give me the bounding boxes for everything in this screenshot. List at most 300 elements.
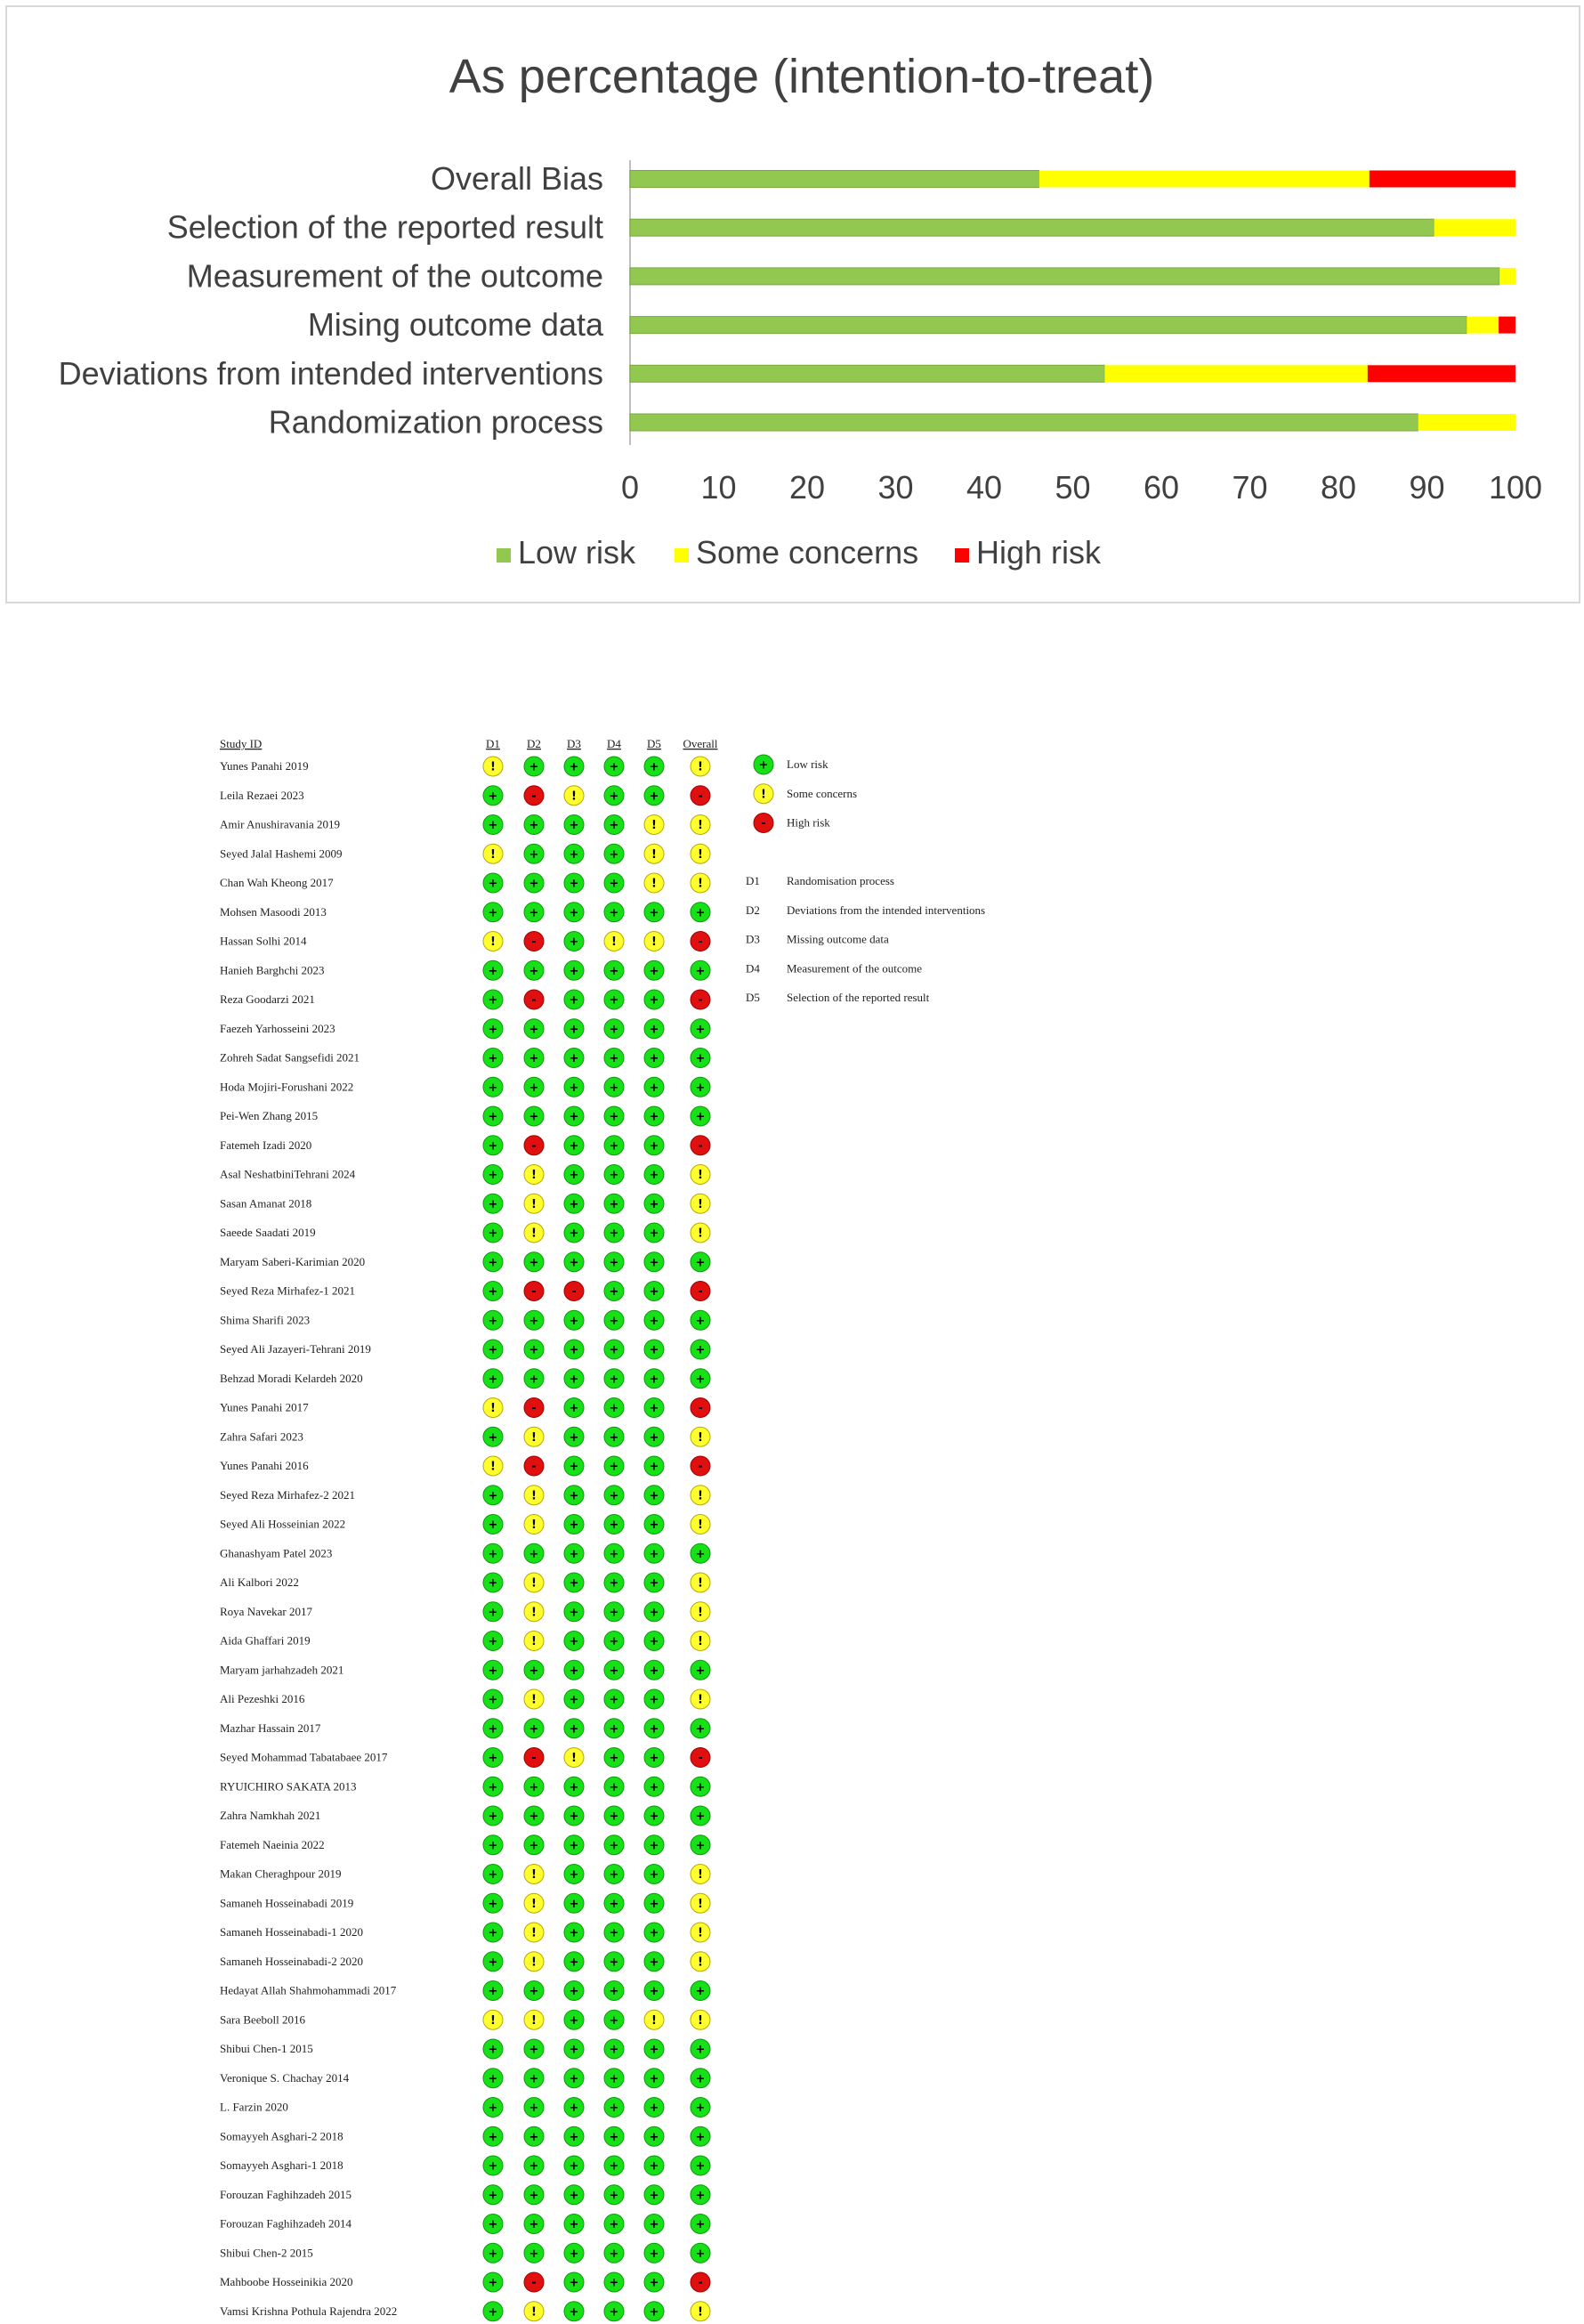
judgement-symbol: + [529, 1110, 539, 1124]
study-label: Chan Wah Kheong 2017 [220, 876, 334, 889]
judgement-symbol: ! [698, 1693, 703, 1707]
study-label: Saeede Saadati 2019 [220, 1226, 316, 1239]
x-tick-label: 80 [1320, 469, 1357, 506]
study-label: Pei-Wen Zhang 2015 [220, 1109, 319, 1122]
judgement-symbol: + [488, 1985, 498, 1998]
judgement-symbol: ! [698, 1635, 703, 1648]
judgement-symbol: + [569, 1956, 579, 1970]
judgement-symbol: + [569, 2013, 579, 2028]
judgement-symbol: - [698, 790, 703, 804]
judgement-symbol: + [609, 1285, 619, 1299]
study-label: Sara Beeboll 2016 [220, 2012, 306, 2027]
category-label: Deviations from intended interventions [58, 354, 603, 392]
judgement-symbol: + [609, 1227, 619, 1241]
judgement-symbol: + [609, 1693, 619, 1707]
judgement-symbol: ! [531, 1693, 537, 1707]
judgement-symbol: + [529, 1780, 539, 1794]
judgement-symbol: + [609, 1926, 619, 1940]
bar-segment-some-concerns [1467, 317, 1499, 334]
judgement-symbol: + [609, 1023, 619, 1037]
judgement-symbol: + [649, 1810, 659, 1824]
judgement-symbol: + [569, 1430, 579, 1445]
judgement-symbol: + [695, 1839, 706, 1853]
judgement-symbol: ! [698, 1926, 703, 1940]
judgement-symbol: + [649, 964, 659, 978]
judgement-symbol: ! [698, 877, 703, 891]
judgement-symbol: + [649, 2043, 659, 2057]
judgement-symbol: ! [531, 1576, 537, 1591]
judgement-symbol: + [529, 1664, 539, 1678]
judgement-symbol: + [649, 1897, 659, 1911]
x-tick-label: 90 [1409, 469, 1445, 506]
judgement-symbol: ! [490, 760, 496, 774]
judgement-symbol: + [569, 2101, 579, 2115]
judgement-symbol: + [609, 2159, 619, 2174]
judgement-symbol: + [569, 1227, 579, 1241]
x-tick-label: 50 [1055, 469, 1091, 506]
judgement-symbol: + [649, 2305, 659, 2320]
study-label: Hanieh Barghchi 2023 [220, 963, 325, 977]
judgement-symbol: + [609, 1489, 619, 1503]
judgement-symbol: - [531, 1285, 537, 1299]
judgement-symbol: + [529, 1810, 539, 1824]
study-label: Somayyeh Asghari-1 2018 [220, 2158, 343, 2172]
judgement-symbol: + [529, 2159, 539, 2174]
judgement-symbol: + [649, 2072, 659, 2086]
legend-swatch [955, 548, 969, 563]
judgement-symbol: + [569, 819, 579, 832]
judgement-symbol: + [529, 1547, 539, 1561]
domain-description: Selection of the reported result [787, 991, 930, 1004]
bar-chart-svg [7, 7, 1579, 602]
judgement-symbol: + [609, 760, 619, 774]
judgement-symbol: + [695, 1314, 706, 1328]
judgement-symbol: + [569, 1402, 579, 1415]
judgement-symbol: - [531, 993, 537, 1008]
study-label: Ghanashyam Patel 2023 [220, 1546, 333, 1560]
judgement-symbol: + [569, 1780, 579, 1794]
domain-description: Measurement of the outcome [787, 961, 922, 976]
judgement-symbol: + [569, 964, 579, 978]
study-label: Maryam jarhahzadeh 2021 [220, 1663, 344, 1677]
study-label: Samaneh Hosseinabadi-2 2020 [220, 1954, 364, 1968]
judgement-symbol: ! [698, 1897, 703, 1911]
x-tick-label: 70 [1232, 469, 1268, 506]
judgement-symbol: + [609, 1518, 619, 1532]
judgement-symbol: + [529, 1839, 539, 1853]
judgement-symbol: + [695, 964, 706, 978]
judgement-symbol: + [488, 1081, 498, 1095]
judgement-symbol: + [649, 2247, 659, 2261]
judgement-symbol: + [609, 1314, 619, 1328]
domain-description: Randomisation process [787, 874, 894, 887]
judgement-symbol: + [609, 790, 619, 804]
legend-symbol: ! [761, 788, 766, 802]
study-label: Shima Sharifi 2023 [220, 1313, 311, 1327]
judgement-symbol: ! [531, 1606, 537, 1620]
judgement-symbol: ! [531, 1926, 537, 1940]
study-label: Yunes Panahi 2016 [220, 1459, 309, 1472]
judgement-symbol: + [569, 1839, 579, 1853]
judgement-symbol: + [609, 1402, 619, 1415]
study-label: Aida Ghaffari 2019 [220, 1633, 311, 1648]
judgement-symbol: ! [531, 1897, 537, 1911]
judgement-symbol: + [695, 2043, 706, 2057]
judgement-symbol: + [649, 1752, 659, 1765]
judgement-symbol: + [609, 1081, 619, 1095]
judgement-symbol: + [488, 1956, 498, 1970]
judgement-symbol: + [695, 2247, 706, 2261]
judgement-symbol: + [609, 1606, 619, 1620]
judgement-symbol: + [569, 2043, 579, 2057]
judgement-symbol: + [488, 1227, 498, 1241]
judgement-symbol: + [529, 2247, 539, 2261]
study-label: Leila Rezaei 2023 [220, 788, 304, 802]
judgement-symbol: ! [611, 935, 617, 949]
judgement-symbol: ! [531, 1227, 537, 1241]
judgement-symbol: + [569, 2276, 579, 2290]
judgement-symbol: + [529, 964, 539, 978]
judgement-symbol: + [609, 877, 619, 891]
judgement-symbol: + [649, 2130, 659, 2144]
traffic-light-svg [0, 712, 1584, 2324]
judgement-symbol: ! [571, 790, 577, 804]
judgement-symbol: + [609, 1868, 619, 1882]
judgement-symbol: ! [490, 1460, 496, 1474]
judgement-symbol: + [529, 1081, 539, 1095]
study-label: Shibui Chen-1 2015 [220, 2042, 313, 2055]
judgement-symbol: + [488, 1576, 498, 1591]
x-tick-label: 60 [1143, 469, 1180, 506]
study-label: Seyed Ali Jazayeri-Tehrani 2019 [220, 1342, 371, 1356]
judgement-symbol: + [488, 1752, 498, 1765]
judgement-symbol: ! [698, 1227, 703, 1241]
judgement-symbol: + [609, 1576, 619, 1591]
judgement-symbol: + [609, 2013, 619, 2028]
judgement-symbol: + [569, 1868, 579, 1882]
judgement-symbol: - [698, 1460, 703, 1474]
judgement-symbol: + [649, 1576, 659, 1591]
study-label: Faezeh Yarhosseini 2023 [220, 1021, 335, 1035]
judgement-symbol: + [569, 1139, 579, 1154]
judgement-symbol: + [569, 2189, 579, 2203]
judgement-symbol: + [609, 1722, 619, 1737]
study-label: Fatemeh Naeinia 2022 [220, 1837, 325, 1851]
judgement-symbol: + [488, 993, 498, 1008]
judgement-symbol: ! [698, 2305, 703, 2320]
judgement-symbol: + [695, 1810, 706, 1824]
judgement-symbol: + [649, 1285, 659, 1299]
bar-chart-panel [5, 5, 1580, 603]
judgement-symbol: + [529, 1314, 539, 1328]
judgement-symbol: ! [531, 1956, 537, 1970]
judgement-symbol: + [695, 1985, 706, 1998]
judgement-symbol: - [698, 1139, 703, 1154]
judgement-symbol: + [569, 1256, 579, 1270]
bar-segment-low-risk [630, 171, 1039, 188]
judgement-symbol: + [488, 1635, 498, 1648]
judgement-symbol: + [569, 2218, 579, 2231]
judgement-symbol: + [488, 1110, 498, 1124]
judgement-symbol: + [529, 2101, 539, 2115]
study-label: Zahra Namkhah 2021 [220, 1809, 321, 1822]
judgement-symbol: + [569, 935, 579, 949]
judgement-symbol: + [609, 2189, 619, 2203]
bar-segment-some-concerns [1499, 268, 1515, 285]
judgement-symbol: + [569, 1693, 579, 1707]
judgement-symbol: + [569, 1810, 579, 1824]
judgement-symbol: ! [651, 847, 657, 862]
judgement-symbol: ! [698, 1956, 703, 1970]
study-label: Maryam Saberi-Karimian 2020 [220, 1254, 366, 1268]
judgement-symbol: ! [698, 1197, 703, 1211]
judgement-symbol: + [529, 1256, 539, 1270]
judgement-symbol: + [529, 819, 539, 832]
judgement-symbol: ! [531, 2013, 537, 2028]
judgement-symbol: + [569, 1373, 579, 1387]
judgement-symbol: + [569, 760, 579, 774]
judgement-symbol: + [529, 1343, 539, 1357]
bar-segment-high-risk [1499, 317, 1515, 334]
judgement-symbol: ! [531, 1518, 537, 1532]
study-label: Veronique S. Chachay 2014 [220, 2070, 350, 2085]
judgement-symbol: ! [698, 847, 703, 862]
study-label: L. Farzin 2020 [220, 2100, 288, 2114]
judgement-symbol: + [569, 1635, 579, 1648]
judgement-symbol: + [488, 906, 498, 920]
study-label: Samaneh Hosseinabadi 2019 [220, 1896, 354, 1910]
judgement-symbol: - [698, 2276, 703, 2290]
bar-segment-high-risk [1370, 171, 1515, 188]
study-label: Samaneh Hosseinabadi-1 2020 [220, 1925, 364, 1939]
judgement-symbol: ! [531, 1197, 537, 1211]
judgement-symbol: + [529, 2189, 539, 2203]
judgement-symbol: + [529, 1373, 539, 1387]
judgement-symbol: + [488, 2159, 498, 2174]
judgement-symbol: + [649, 1256, 659, 1270]
bar-segment-some-concerns [1104, 365, 1368, 382]
judgement-symbol: + [488, 1052, 498, 1065]
domain-header: D1 [486, 737, 500, 750]
judgement-symbol: + [609, 1780, 619, 1794]
judgement-symbol: + [609, 1052, 619, 1065]
x-tick-label: 0 [620, 469, 640, 506]
judgement-symbol: - [531, 1402, 537, 1415]
judgement-symbol: ! [490, 847, 496, 862]
study-label: Seyed Reza Mirhafez-2 2021 [220, 1487, 355, 1502]
judgement-symbol: + [649, 2276, 659, 2290]
chart-title: As percentage (intention-to-treat) [449, 50, 1155, 103]
judgement-symbol: + [569, 1460, 579, 1474]
domain-header: D2 [527, 737, 541, 750]
judgement-symbol: + [529, 2043, 539, 2057]
judgement-symbol: ! [531, 1489, 537, 1503]
judgement-symbol: + [695, 1343, 706, 1357]
judgement-symbol: - [531, 935, 537, 949]
judgement-symbol: + [569, 1547, 579, 1561]
judgement-symbol: + [609, 847, 619, 862]
judgement-symbol: + [569, 1489, 579, 1503]
judgement-symbol: + [649, 906, 659, 920]
judgement-symbol: - [571, 1285, 577, 1299]
judgement-symbol: + [649, 1227, 659, 1241]
judgement-symbol: + [569, 1081, 579, 1095]
judgement-symbol: + [569, 1897, 579, 1911]
legend-label: Some concerns [696, 534, 919, 571]
judgement-symbol: + [529, 2218, 539, 2231]
judgement-symbol: - [531, 1139, 537, 1154]
legend-label: High risk [787, 815, 830, 830]
judgement-symbol: + [695, 1373, 706, 1387]
judgement-symbol: + [488, 1169, 498, 1182]
judgement-symbol: + [695, 1081, 706, 1095]
judgement-symbol: + [569, 1110, 579, 1124]
judgement-symbol: + [649, 1081, 659, 1095]
judgement-symbol: + [649, 1868, 659, 1882]
judgement-symbol: + [488, 1606, 498, 1620]
judgement-symbol: + [569, 906, 579, 920]
judgement-symbol: + [609, 1343, 619, 1357]
judgement-symbol: + [695, 2218, 706, 2231]
judgement-symbol: + [609, 1139, 619, 1154]
judgement-symbol: + [488, 2218, 498, 2231]
judgement-symbol: + [609, 906, 619, 920]
judgement-symbol: + [488, 877, 498, 891]
study-label: Reza Goodarzi 2021 [220, 992, 315, 1006]
study-label: Asal NeshatbiniTehrani 2024 [220, 1167, 356, 1181]
judgement-symbol: ! [698, 1518, 703, 1532]
judgement-symbol: + [649, 1839, 659, 1853]
judgement-symbol: ! [651, 2013, 657, 2028]
judgement-symbol: + [488, 2072, 498, 2086]
judgement-symbol: ! [651, 935, 657, 949]
bar-segment-some-concerns [1418, 414, 1515, 431]
judgement-symbol: + [649, 1343, 659, 1357]
judgement-symbol: + [609, 1256, 619, 1270]
domain-description: Deviations from the intended interventions [787, 903, 986, 917]
judgement-symbol: + [695, 1110, 706, 1124]
judgement-symbol: - [531, 2276, 537, 2290]
judgement-symbol: ! [698, 1868, 703, 1882]
judgement-symbol: + [488, 2101, 498, 2115]
bar-segment-some-concerns [1039, 171, 1370, 188]
judgement-symbol: + [609, 2130, 619, 2144]
study-label: Sasan Amanat 2018 [220, 1196, 312, 1211]
judgement-symbol: + [529, 1985, 539, 1998]
domain-code: D5 [746, 991, 760, 1004]
judgement-symbol: + [569, 1985, 579, 1998]
judgement-symbol: + [649, 2218, 659, 2231]
judgement-symbol: + [695, 2101, 706, 2115]
judgement-symbol: + [695, 1722, 706, 1737]
judgement-symbol: + [609, 1752, 619, 1765]
domain-code: D2 [746, 903, 760, 917]
study-label: RYUICHIRO SAKATA 2013 [220, 1779, 357, 1794]
judgement-symbol: + [488, 1197, 498, 1211]
judgement-symbol: + [569, 847, 579, 862]
judgement-symbol: + [488, 1868, 498, 1882]
judgement-symbol: + [488, 1897, 498, 1911]
judgement-symbol: + [488, 2130, 498, 2144]
category-label: Mising outcome data [307, 306, 603, 344]
judgement-symbol: + [488, 819, 498, 832]
judgement-symbol: + [609, 819, 619, 832]
judgement-symbol: + [609, 1664, 619, 1678]
judgement-symbol: + [609, 2305, 619, 2320]
judgement-symbol: ! [698, 1489, 703, 1503]
study-label: Vamsi Krishna Pothula Rajendra 2022 [220, 2304, 398, 2318]
judgement-symbol: + [609, 2101, 619, 2115]
judgement-symbol: + [649, 2101, 659, 2115]
judgement-symbol: + [609, 2218, 619, 2231]
judgement-symbol: + [569, 1314, 579, 1328]
study-label: Ali Pezeshki 2016 [220, 1692, 305, 1705]
judgement-symbol: + [649, 1926, 659, 1940]
x-tick-label: 20 [788, 469, 826, 506]
judgement-symbol: + [649, 1373, 659, 1387]
category-label: Measurement of the outcome [186, 257, 603, 295]
judgement-symbol: + [609, 1839, 619, 1853]
study-label: Forouzan Faghihzadeh 2014 [220, 2216, 352, 2231]
judgement-symbol: + [488, 1343, 498, 1357]
judgement-symbol: + [569, 1518, 579, 1532]
legend-symbol: - [761, 817, 766, 830]
x-tick-label: 100 [1488, 469, 1543, 506]
judgement-symbol: - [698, 1402, 703, 1415]
judgement-symbol: ! [698, 1169, 703, 1182]
study-label: Mazhar Hassain 2017 [220, 1721, 321, 1735]
judgement-symbol: + [695, 1023, 706, 1037]
judgement-symbol: + [488, 2189, 498, 2203]
legend-swatch [497, 548, 511, 563]
study-label: Zahra Safari 2023 [220, 1429, 303, 1444]
judgement-symbol: ! [698, 819, 703, 832]
judgement-symbol: ! [651, 877, 657, 891]
judgement-symbol: + [569, 2130, 579, 2144]
judgement-symbol: + [488, 1256, 498, 1270]
judgement-symbol: + [488, 1926, 498, 1940]
judgement-symbol: + [649, 1985, 659, 1998]
domain-header: Overall [683, 737, 718, 750]
judgement-symbol: + [529, 906, 539, 920]
judgement-symbol: ! [531, 2305, 537, 2320]
judgement-symbol: - [531, 1752, 537, 1765]
judgement-symbol: + [488, 1285, 498, 1299]
study-label: Fatemeh Izadi 2020 [220, 1138, 312, 1152]
judgement-symbol: + [609, 2276, 619, 2290]
legend-label: Low risk [518, 534, 636, 571]
judgement-symbol: ! [698, 2013, 703, 2028]
judgement-symbol: + [488, 1373, 498, 1387]
judgement-symbol: + [488, 1722, 498, 1737]
judgement-symbol: + [488, 1023, 498, 1037]
judgement-symbol: - [531, 790, 537, 804]
judgement-symbol: + [609, 1110, 619, 1124]
study-label: Yunes Panahi 2017 [220, 1400, 309, 1414]
judgement-symbol: + [569, 1722, 579, 1737]
judgement-symbol: + [609, 1956, 619, 1970]
domain-header: D5 [647, 737, 661, 750]
judgement-symbol: + [695, 1780, 706, 1794]
study-label: Roya Navekar 2017 [220, 1604, 312, 1618]
judgement-symbol: + [649, 1023, 659, 1037]
judgement-symbol: + [488, 790, 498, 804]
judgement-symbol: + [569, 877, 579, 891]
judgement-symbol: + [609, 1169, 619, 1182]
judgement-symbol: - [698, 1752, 703, 1765]
judgement-symbol: + [488, 2247, 498, 2261]
judgement-symbol: + [649, 2159, 659, 2174]
